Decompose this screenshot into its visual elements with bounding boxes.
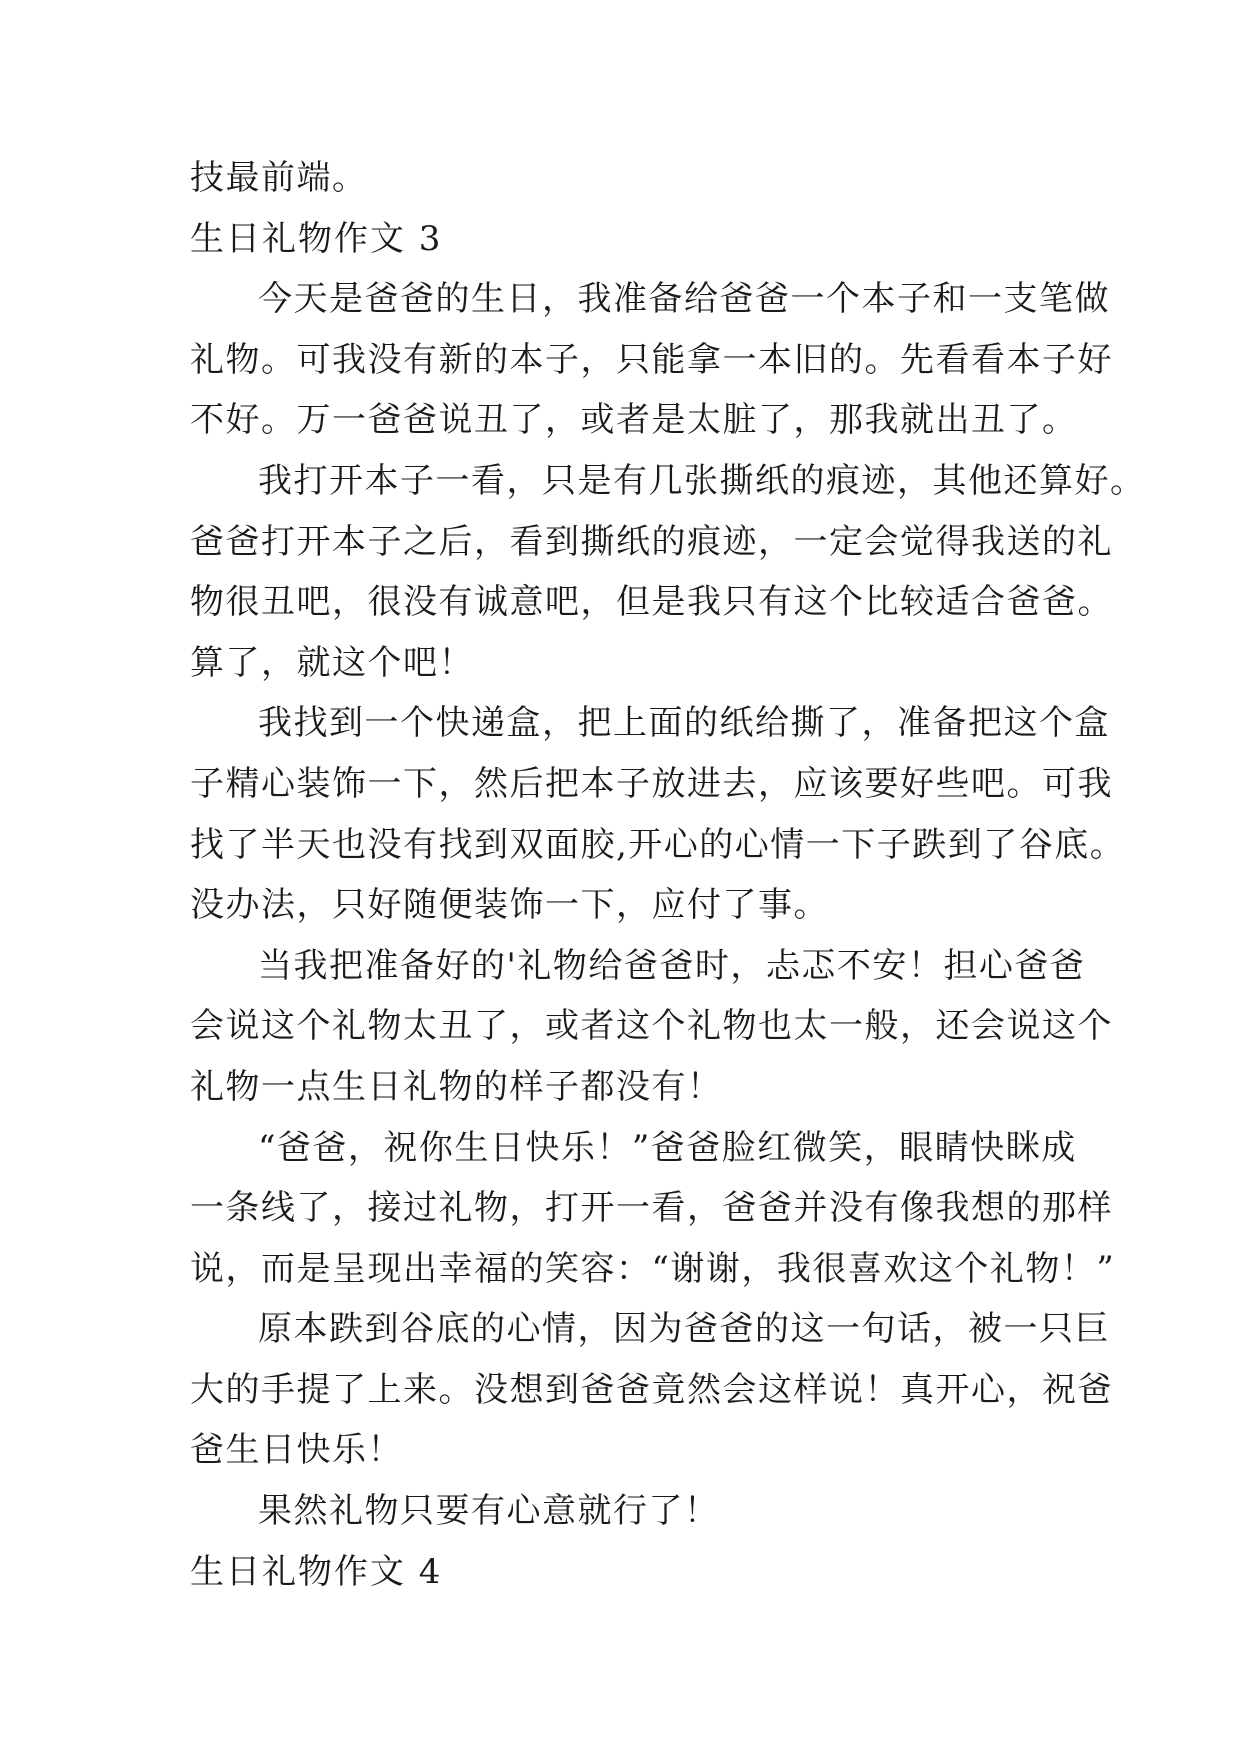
paragraph-line: 一条线了，接过礼物，打开一看，爸爸并没有像我想的那样 [190,1188,1113,1229]
paragraph-line: “爸爸，祝你生日快乐！”爸爸脸红微笑，眼睛快眯成 [258,1127,1077,1168]
paragraph-line: 子精心装饰一下，然后把本子放进去，应该要好些吧。可我 [190,763,1113,804]
paragraph-line: 礼物。可我没有新的本子，只能拿一本旧的。先看看本子好 [190,339,1113,380]
paragraph-line: 礼物一点生日礼物的样子都没有！ [190,1066,723,1107]
essay-body [190,148,1146,1602]
paragraph-line: 不好。万一爸爸说丑了，或者是太脏了，那我就出丑了。 [190,400,1078,441]
paragraph-line: 爸爸打开本子之后，看到撕纸的痕迹，一定会觉得我送的礼 [190,521,1113,562]
paragraph-line: 说，而是呈现出幸福的笑容：“谢谢，我很喜欢这个礼物！” [190,1248,1116,1289]
section-heading: 生日礼物作文 3 [190,218,443,259]
paragraph-line: 找了半天也没有找到双面胶,开心的心情一下子跌到了谷底。 [190,824,1126,865]
section-heading: 生日礼物作文 4 [190,1551,443,1592]
paragraph-line: 原本跌到谷底的心情，因为爸爸的这一句话，被一只巨 [258,1309,1110,1350]
paragraph-line: 爸生日快乐！ [190,1430,403,1471]
paragraph-line: 算了，就这个吧！ [190,642,474,683]
paragraph-line: 会说这个礼物太丑了，或者这个礼物也太一般，还会说这个 [190,1006,1113,1047]
paragraph-line: 果然礼物只要有心意就行了！ [258,1491,720,1532]
paragraph-line: 没办法，只好随便装饰一下，应付了事。 [190,885,829,926]
paragraph-line: 我打开本子一看，只是有几张撕纸的痕迹，其他还算好。 [258,460,1146,501]
paragraph-line: 当我把准备好的'礼物给爸爸时，忐忑不安！担心爸爸 [258,945,1086,986]
paragraph-line: 我找到一个快递盒，把上面的纸给撕了，准备把这个盒 [258,703,1110,744]
paragraph-line: 物很丑吧，很没有诚意吧，但是我只有这个比较适合爸爸。 [190,582,1113,623]
paragraph-line: 大的手提了上来。没想到爸爸竟然会这样说！真开心，祝爸 [190,1369,1113,1410]
paragraph-line: 今天是爸爸的生日，我准备给爸爸一个本子和一支笔做 [258,279,1110,320]
paragraph-line: 技最前端。 [190,158,368,198]
